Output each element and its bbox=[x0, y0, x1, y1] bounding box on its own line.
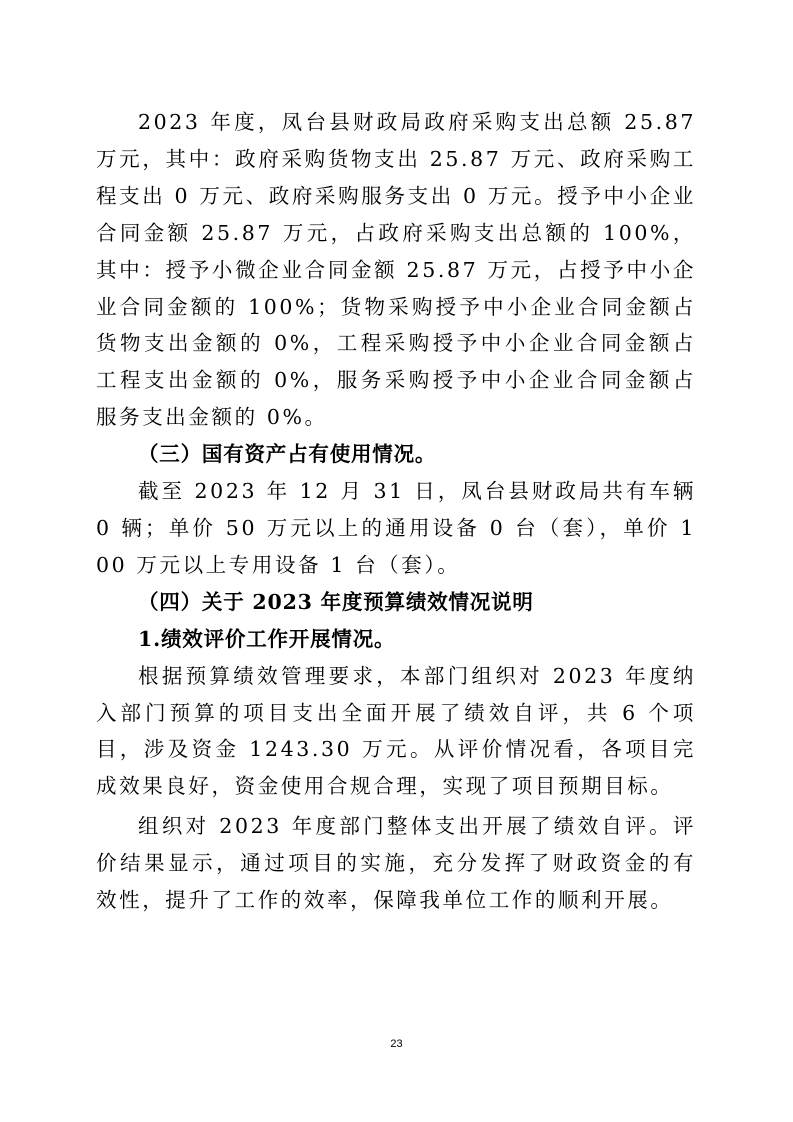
heading-state-assets: （三）国有资产占有使用情况。 bbox=[138, 442, 437, 467]
paragraph-government-procurement: 2023 年度，凤台县财政局政府采购支出总额 25.87 万元，其中：政府采购货物支出 25.87 万元、政府采购工程支出 0 万元、政府采购服务支出 0 万元。授予中小企业合同金额 25.87 万元，占政府采购支出总额的 100%，其中：授予小微企业合同金额 25.87 万元，占授予中小企业合同金额的 100%；货物采购授予中小企业合同金额占货物支出金额的 0%，工程采购授予中小企业合同金额占工程支出金额的 0%，服务采购授予中小企业合同金额占服务支出金额的 0%。 bbox=[96, 110, 696, 430]
document-body bbox=[96, 104, 696, 919]
heading-performance: （四）关于 2023 年度预算绩效情况说明 bbox=[138, 589, 534, 614]
page-number: 23 bbox=[390, 1038, 403, 1050]
paragraph-overall-evaluation: 组织对 2023 年度部门整体支出开展了绩效自评。评价结果显示，通过项目的实施，充分发挥了财政资金的有效性，提升了工作的效率，保障我单位工作的顺利开展。 bbox=[96, 814, 696, 913]
paragraph-project-evaluation: 根据预算绩效管理要求，本部门组织对 2023 年度纳入部门预算的项目支出全面开展了绩效自评，共 6 个项目，涉及资金 1243.30 万元。从评价情况看，各项目完成效果良好，资金使用合规合理，实现了项目预期目标。 bbox=[96, 663, 696, 799]
subheading-evaluation-work: 1.绩效评价工作开展情况。 bbox=[138, 626, 396, 651]
paragraph-state-assets: 截至 2023 年 12 月 31 日，凤台县财政局共有车辆 0 辆；单价 50 万元以上的通用设备 0 台（套），单价 100 万元以上专用设备 1 台（套）。 bbox=[96, 479, 696, 577]
